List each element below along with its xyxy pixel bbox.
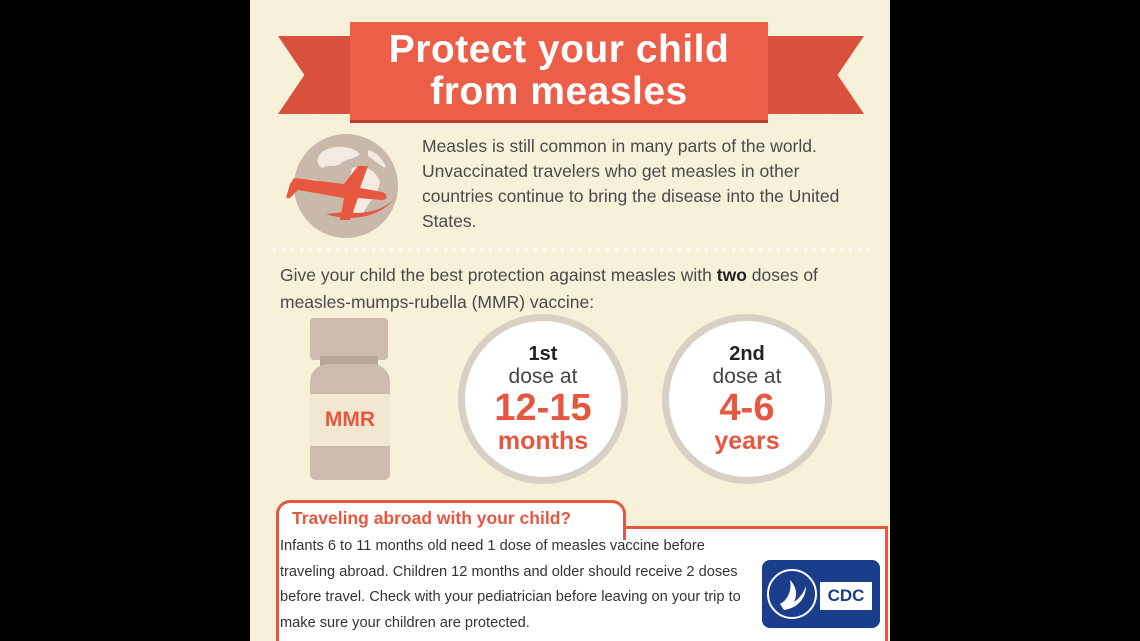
protection-text-start: Give your child the best protection against measles with — [280, 265, 717, 285]
first-dose-label: dose at — [508, 365, 578, 388]
cdc-logo-text: CDC — [820, 582, 872, 610]
first-dose-ordinal: 1st — [528, 343, 558, 365]
title-banner — [350, 22, 768, 120]
cdc-logo — [762, 560, 880, 628]
infographic-card — [250, 0, 890, 641]
protection-text-bold: two — [716, 265, 747, 285]
second-dose-circle — [662, 314, 832, 484]
dotted-divider — [270, 248, 870, 252]
second-dose-content — [669, 321, 825, 477]
title-line-1: Protect your child — [388, 28, 730, 71]
first-dose-content — [465, 321, 621, 477]
first-dose-circle — [458, 314, 628, 484]
airplane-icon — [286, 158, 406, 228]
intro-paragraph: Measles is still common in many parts of the world. Unvaccinated travelers who get measles in other countries continue to bring the disease into the United States. — [422, 136, 840, 231]
second-dose-range: 4-6 — [719, 387, 775, 429]
travel-heading: Traveling abroad with your child? — [292, 508, 572, 528]
first-dose-unit: months — [497, 427, 589, 455]
second-dose-ordinal: 2nd — [729, 343, 765, 365]
second-dose-unit: years — [714, 427, 780, 455]
travel-body-text: Infants 6 to 11 months old need 1 dose of measles vaccine before traveling abroad. Children 12 months and older should receive 2 doses before travel. Check with your pediatrician before leaving on your trip to make sure your children are protected. — [280, 538, 741, 631]
ribbon-right-tail — [754, 36, 864, 114]
protection-text-end: doses of measles-mumps-rubella (MMR) vaccine: — [280, 265, 818, 312]
vial-label: MMR — [310, 394, 390, 446]
first-dose-range: 12-15 — [494, 387, 592, 429]
title-line-2: from measles — [430, 70, 688, 113]
vial-cap — [310, 318, 388, 360]
protection-paragraph — [280, 262, 870, 316]
hhs-eagle-icon — [764, 560, 820, 628]
second-dose-label: dose at — [712, 365, 782, 388]
